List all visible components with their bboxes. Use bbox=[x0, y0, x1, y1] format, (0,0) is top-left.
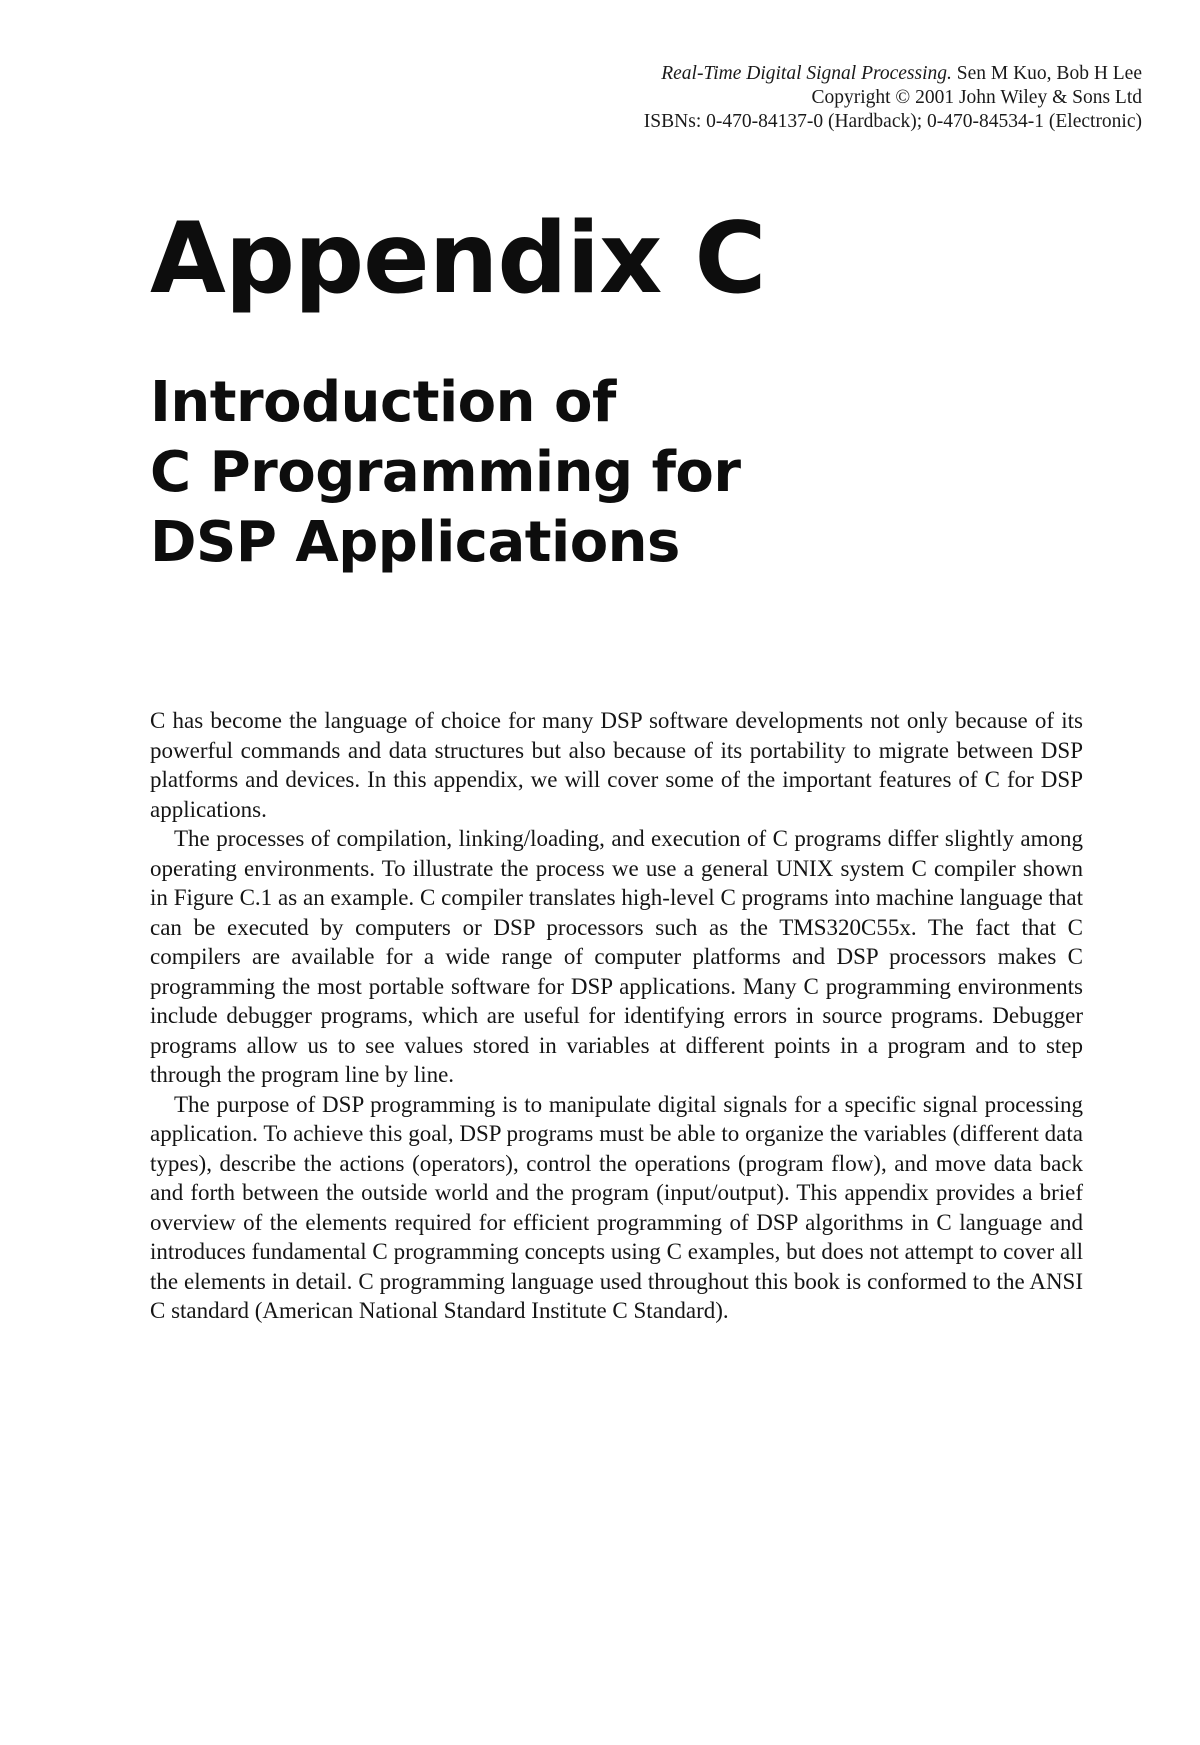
citation-line-title bbox=[442, 62, 1142, 86]
appendix-title bbox=[150, 368, 741, 578]
citation-header bbox=[442, 62, 1142, 134]
copyright-line: Copyright © 2001 John Wiley & Sons Ltd bbox=[811, 87, 1142, 108]
book-title: Real-Time Digital Signal Processing. bbox=[661, 63, 952, 84]
appendix-title-line-1: Introduction of bbox=[150, 370, 616, 435]
isbn-line: ISBNs: 0-470-84137-0 (Hardback); 0-470-84534-1 (Electronic) bbox=[643, 111, 1142, 132]
book-authors: Sen M Kuo, Bob H Lee bbox=[956, 63, 1142, 84]
appendix-label: Appendix C bbox=[150, 202, 766, 316]
paragraph-3: The purpose of DSP programming is to manipulate digital signals for a specific signal processing application. To achieve this goal, DSP programs must be able to organize the variables (different data types), describe the actions (operators), control the operations (program flow), and move data back and forth between the outside world and the program (input/output). This appendix provides a brief overview of the elements required for efficient programming of DSP algorithms in C language and introduces fundamental C programming concepts using C examples, but does not attempt to cover all the elements in detail. C programming language used throughout this book is conformed to the ANSI C standard (American National Standard Institute C Standard). bbox=[150, 1091, 1083, 1323]
appendix-title-line-3: DSP Applications bbox=[150, 510, 680, 575]
body-text bbox=[150, 706, 1083, 1326]
paragraph-2: The processes of compilation, linking/loading, and execution of C programs differ slightly among operating environments. To illustrate the process we use a general UNIX system C compiler shown in Figure C.1 as an example. C compiler translates high-level C programs into machine language that can be executed by computers or DSP processors such as the TMS320C55x. The fact that C compilers are available for a wide range of computer platforms and DSP processors makes C programming the most portable software for DSP applications. Many C programming environments include debugger programs, which are useful for identifying errors in source programs. Debugger programs allow us to see values stored in variables at different points in a program and to step through the program line by line. bbox=[150, 826, 1083, 1087]
appendix-title-line-2: C Programming for bbox=[150, 440, 741, 505]
paragraph-1: C has become the language of choice for many DSP software developments not only because of its powerful commands and data structures but also because of its portability to migrate between DSP platforms and devices. In this appendix, we will cover some of the important features of C for DSP applications. bbox=[150, 708, 1083, 822]
